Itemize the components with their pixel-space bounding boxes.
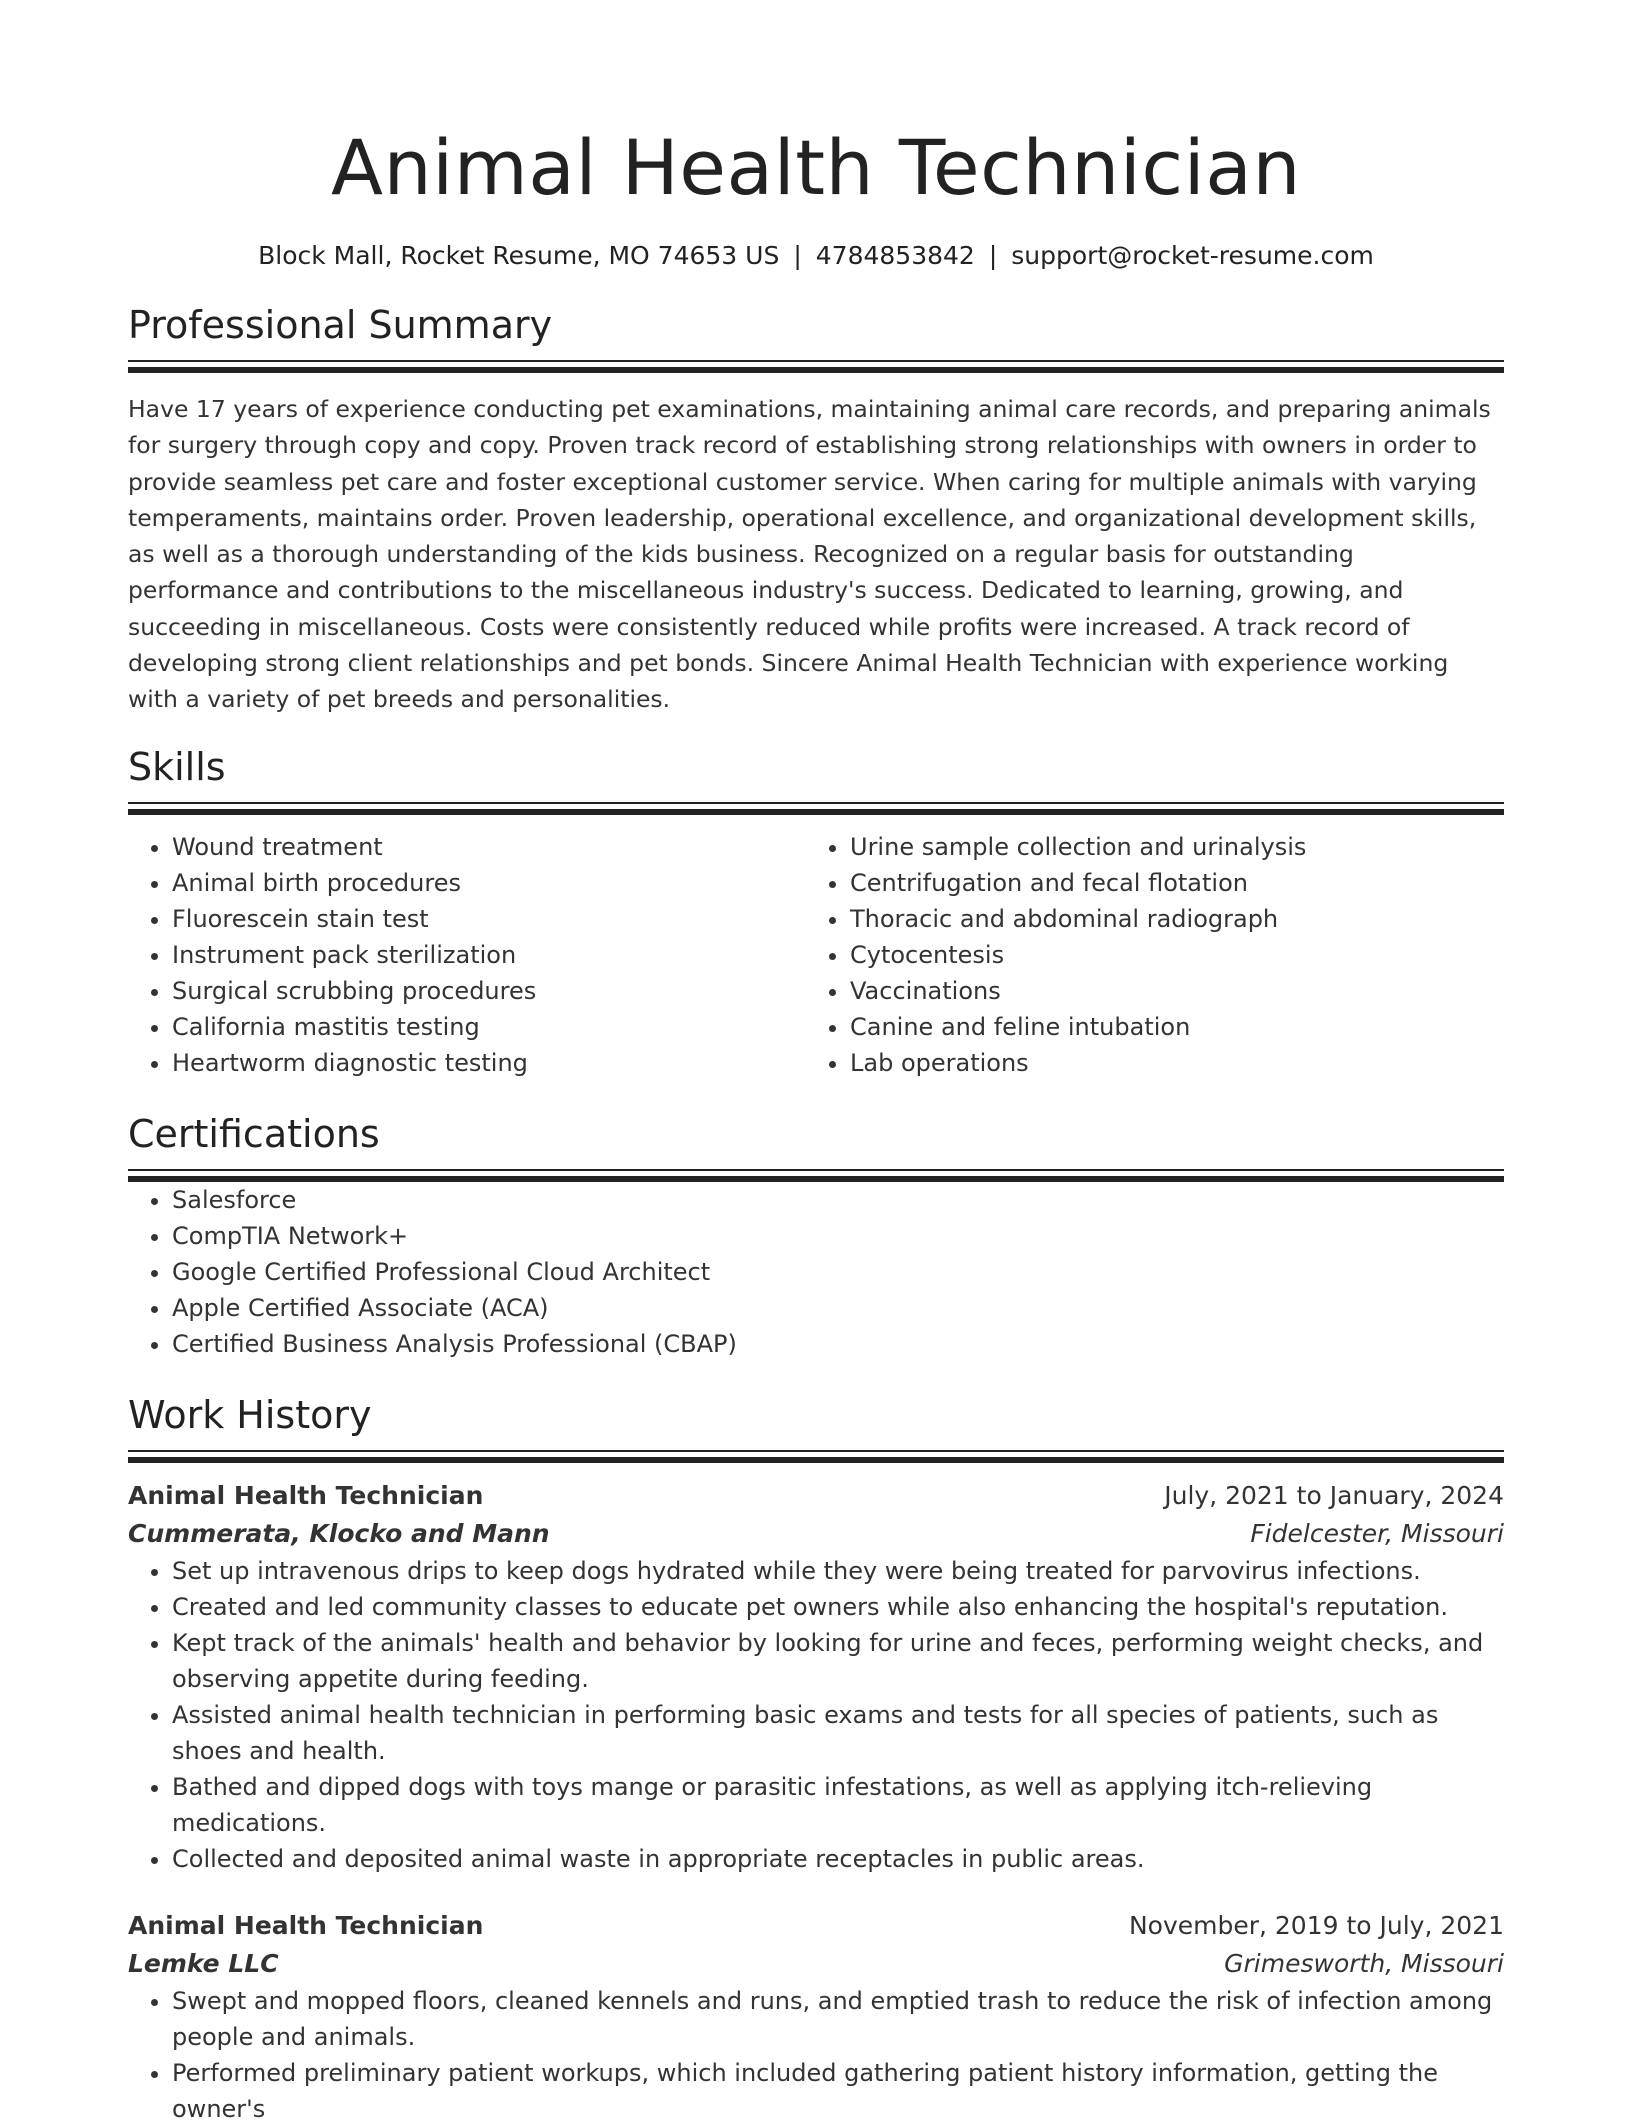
job-duty: • Set up intravenous drips to keep dogs hydrated while they were being treated for parvovirus infections.	[172, 1553, 1504, 1589]
skill-item: • Cytocentesis	[850, 937, 1484, 973]
section-title-summary: Professional Summary	[128, 303, 553, 347]
skill-item: • Surgical scrubbing procedures	[172, 973, 806, 1009]
job-dates: July, 2021 to January, 2024	[1164, 1480, 1504, 1510]
contact-email: support@rocket-resume.com	[1011, 241, 1374, 270]
skill-item: • Wound treatment	[172, 829, 806, 865]
work-history-section	[128, 1390, 1504, 2127]
job-duty: • Created and led community classes to educate pet owners while also enhancing the hospital's reputation.	[172, 1589, 1504, 1625]
skills-section	[128, 742, 1504, 1081]
certification-item: • Google Certified Professional Cloud Architect	[172, 1254, 1504, 1290]
job-company: Lemke LLC	[128, 1948, 279, 1978]
certifications-section	[128, 1109, 1504, 1362]
job-header	[128, 1907, 1504, 1945]
skills-columns	[128, 829, 1504, 1081]
skill-item: • Centrifugation and fecal flotation	[850, 865, 1484, 901]
skills-list-right	[806, 829, 1484, 1081]
skill-item: • Lab operations	[850, 1045, 1484, 1081]
job-title: Animal Health Technician	[128, 1480, 484, 1510]
skill-item: • Animal birth procedures	[172, 865, 806, 901]
job-location: Fidelcester, Missouri	[1250, 1518, 1504, 1548]
job-duty: • Bathed and dipped dogs with toys mange or parasitic infestations, as well as applying itch-relieving medications.	[172, 1769, 1504, 1841]
contact-separator: |	[988, 241, 998, 270]
skills-column-right	[806, 829, 1484, 1081]
contact-separator: |	[793, 241, 802, 270]
section-title-skills: Skills	[128, 744, 226, 789]
skill-item: • Heartworm diagnostic testing	[172, 1045, 806, 1081]
section-divider	[128, 1169, 1504, 1171]
job-dates: November, 2019 to July, 2021	[1128, 1910, 1504, 1940]
job-location: Grimesworth, Missouri	[1224, 1948, 1504, 1978]
job-duty: • Kept track of the animals' health and behavior by looking for urine and feces, performing weight checks, and observing appetite during feeding.	[172, 1625, 1504, 1697]
certification-item: • Certified Business Analysis Professional (CBAP)	[172, 1326, 1504, 1362]
contact-phone: 4784853842	[815, 241, 975, 270]
job-duty: • Performed preliminary patient workups, which included gathering patient history information, getting the owner's	[172, 2055, 1504, 2127]
job-subheader	[128, 1515, 1504, 1553]
job-duties-list	[128, 1553, 1504, 1877]
skill-item: • Vaccinations	[850, 973, 1484, 1009]
skills-list-left	[128, 829, 806, 1081]
skill-item: • Canine and feline intubation	[850, 1009, 1484, 1045]
section-divider	[128, 360, 1504, 362]
section-divider-thick	[128, 367, 1504, 373]
skill-item: • Instrument pack sterilization	[172, 937, 806, 973]
certification-item: • CompTIA Network+	[172, 1218, 1504, 1254]
section-divider	[128, 1450, 1504, 1452]
job-entry	[128, 1907, 1504, 2127]
certifications-list	[128, 1182, 1504, 1362]
certification-item: • Apple Certified Associate (ACA)	[172, 1290, 1504, 1326]
section-divider	[128, 802, 1504, 804]
resume-page	[128, 0, 1504, 2127]
skill-item: • Urine sample collection and urinalysis	[850, 829, 1484, 865]
contact-address: Block Mall, Rocket Resume, MO 74653 US	[258, 241, 780, 270]
job-duties-list	[128, 1983, 1504, 2127]
section-divider-thick	[128, 1457, 1504, 1463]
skills-column-left	[128, 829, 806, 1081]
job-duty: • Swept and mopped floors, cleaned kennels and runs, and emptied trash to reduce the risk of infection among people and animals.	[172, 1983, 1504, 2055]
job-duty: • Collected and deposited animal waste in appropriate receptacles in public areas.	[172, 1841, 1504, 1877]
resume-name: Animal Health Technician	[330, 123, 1301, 212]
skill-item: • Thoracic and abdominal radiograph	[850, 901, 1484, 937]
section-title-work-history: Work History	[128, 1392, 372, 1437]
job-entry	[128, 1477, 1504, 1877]
summary-text: Have 17 years of experience conducting pet examinations, maintaining animal care records, and preparing animals for surgery through copy and copy. Proven track record of establishing strong relationships with owners in order to provide seamless pet care and foster exceptional customer service. When caring for multiple animals with varying temperaments, maintains order. Proven leadership, operational excellence, and organizational development skills, as well as a thorough understanding of the kids business. Recognized on a regular basis for outstanding performance and contributions to the miscellaneous industry's success. Dedicated to learning, growing, and succeeding in miscellaneous. Costs were consistently reduced while profits were increased. A track record of developing strong client relationships and pet bonds. Sincere Animal Health Technician with experience working with a variety of pet breeds and personalities.	[128, 395, 1491, 714]
certification-item: • Salesforce	[172, 1182, 1504, 1218]
skill-item: • Fluorescein stain test	[172, 901, 806, 937]
job-header	[128, 1477, 1504, 1515]
contact-line	[128, 238, 1504, 274]
job-subheader	[128, 1945, 1504, 1983]
job-duty: • Assisted animal health technician in performing basic exams and tests for all species of patients, such as shoes and health.	[172, 1697, 1504, 1769]
skill-item: • California mastitis testing	[172, 1009, 806, 1045]
job-company: Cummerata, Klocko and Mann	[128, 1518, 550, 1548]
job-title: Animal Health Technician	[128, 1910, 484, 1940]
section-title-certifications: Certifications	[128, 1111, 380, 1156]
section-divider-thick	[128, 809, 1504, 815]
summary-section	[128, 300, 1504, 718]
